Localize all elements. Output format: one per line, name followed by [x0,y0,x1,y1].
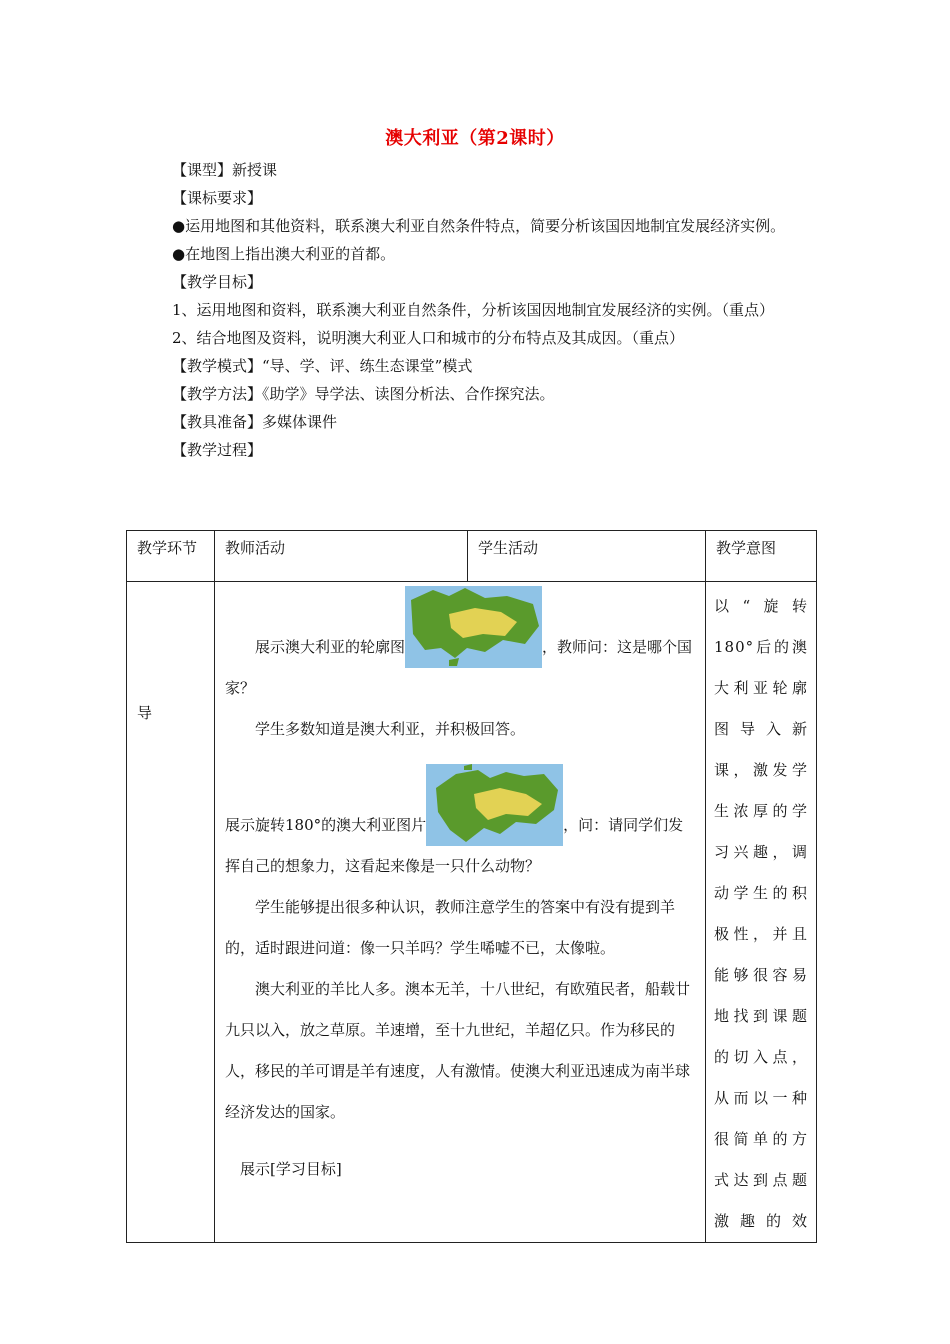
process-table [126,530,817,1243]
standard-item-2: ●在地图上指出澳大利亚的首都。 [172,245,396,263]
standards-heading: 【课标要求】 [172,189,263,207]
goal-item-2: 2、结合地图及资料，说明澳大利亚人口和城市的分布特点及其成因。（重点） [172,329,685,347]
table-header-row [127,531,817,582]
document-title: 澳大利亚（第2课时） [385,128,565,149]
lesson-type: 【课型】新授课 [172,161,278,179]
stage-label: 导 [137,704,153,722]
teaching-methods: 【教学方法】《助学》导学法、读图分析法、合作探究法。 [172,385,555,403]
teacher-text-1a: 展示澳大利亚的轮廓图 [255,638,406,656]
process-heading: 【教学过程】 [172,441,263,459]
standard-item-1: ●运用地图和其他资料，联系澳大利亚自然条件特点，简要分析该国因地制宜发展经济实例。 [172,217,786,235]
header-stage: 教学环节 [127,531,215,582]
header-intent: 教学意图 [706,531,817,582]
teacher-text-3b: ，问：请同学们发挥自己的想象力，这看起来像是一只什么动物？ [225,816,684,875]
header-student-activity: 学生活动 [468,531,706,582]
intent-text: 以“旋转180°后的澳大利亚轮廓图导入新课，激发学生浓厚的学习兴趣，调动学生的积极性，并且能够很容易地找到课题的切入点，从而以一种很简单的方式达到点题激趣的效 [714,597,808,1230]
header-teacher-activity: 教师活动 [215,531,468,582]
teacher-text-1b: ，教师问：这是哪个国家？ [225,638,693,697]
teacher-text-6: 展示[学习目标] [240,1160,342,1178]
teacher-text-2: 学生多数知道是澳大利亚，并积极回答。 [255,720,526,738]
teacher-text-4: 学生能够提出很多种认识，教师注意学生的答案中有没有提到羊的，适时跟进问道：像一只羊吗？学生唏嘘不已，太像啦。 [225,898,676,957]
intent-cell [706,582,817,1243]
goals-heading: 【教学目标】 [172,273,263,291]
goal-item-1: 1、运用地图和资料，联系澳大利亚自然条件，分析该国因地制宜发展经济的实例。（重点） [172,301,775,319]
stage-cell [127,582,215,1243]
australia-outline-map [405,586,542,668]
teacher-activity-cell [215,582,706,1243]
teacher-text-5: 澳大利亚的羊比人多。澳本无羊，十八世纪，有欧殖民者，船载廿九只以入，放之草原。羊速增，至十九世纪，羊超亿只。作为移民的人，移民的羊可谓是羊有速度，人有激情。使澳大利亚迅速成为南半球经济发达的国家。 [225,980,691,1121]
teaching-mode: 【教学模式】“导、学、评、练生态课堂”模式 [172,357,473,375]
lesson-overview [172,156,812,464]
teaching-materials: 【教具准备】多媒体课件 [172,413,338,431]
teacher-text-3a: 展示旋转180°的澳大利亚图片 [225,816,427,834]
rotated-australia-map [426,764,563,846]
table-row [127,582,817,1243]
